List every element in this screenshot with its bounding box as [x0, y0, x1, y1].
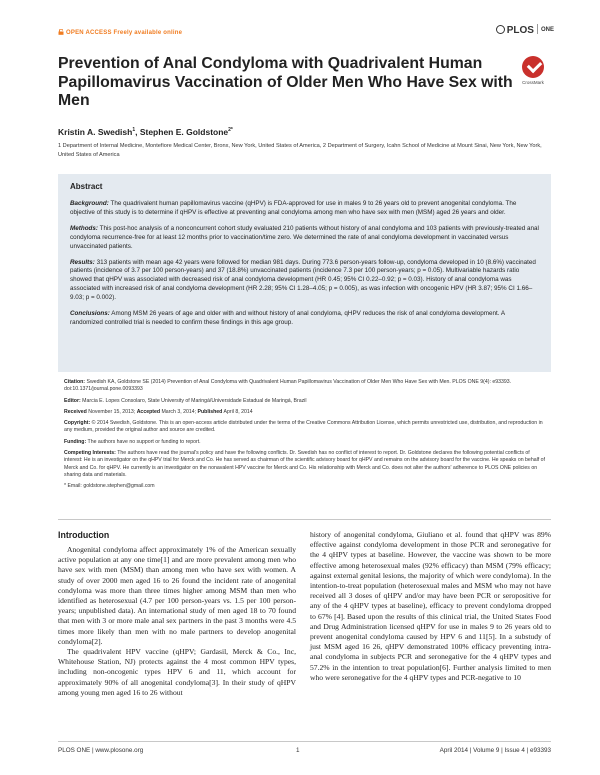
open-access-lock-icon: [58, 29, 64, 35]
editor-label: Editor:: [64, 397, 81, 404]
abstract-section-label: Methods:: [70, 224, 98, 232]
author-name: Stephen E. Goldstone: [139, 127, 229, 137]
plos-logo-icon: [496, 25, 505, 34]
open-access-text: OPEN ACCESS Freely available online: [66, 30, 183, 36]
accepted-date: March 3, 2014;: [160, 408, 198, 415]
received-date: November 15, 2013;: [86, 408, 137, 415]
abstract-section-label: Results:: [70, 258, 95, 266]
footer-divider: [58, 741, 551, 742]
crossmark-label: CrossMark: [522, 80, 544, 85]
competing-interests: [64, 450, 549, 479]
corresponding-email[interactable]: * Email: goldstone.stephen@gmail.com: [64, 483, 155, 490]
affiliations: 1 Department of Internal Medicine, Montefiore Medical Center, Bronx, New York, United States of America, 2 Department of Surgery, Icahn School of Medicine at Mount Sinai, New York, New York, United States of America: [58, 143, 542, 158]
page-number: 1: [296, 747, 300, 754]
abstract-section-text: Among MSM 26 years of age and older with and without history of anal condyloma, qHPV reduces the risk of anal condyloma development. A randomized controlled trial is needed to confirm these findings in this age group.: [70, 310, 505, 326]
footer-journal-site[interactable]: PLOS ONE | www.plosone.org: [58, 747, 144, 754]
crossmark-icon: [522, 56, 544, 78]
footer-issue: April 2014 | Volume 9 | Issue 4 | e93393: [439, 747, 551, 754]
editor: [64, 398, 549, 405]
funding-label: Funding:: [64, 438, 87, 445]
author-affiliation-mark: 2*: [228, 127, 233, 134]
abstract-section-text: 313 patients with mean age 42 years were followed for median 981 days. During 773.6 person-years follow-up, condyloma developed in 10 (8.6%) vaccinated patients (incidence of 3.7 per 100 person-years) and 37 (18.8%) unvaccinated patients (incidence 7.3 per 100 person-years; p = 0.05). Multivariable hazards ratio showed that qHPV was associated with decreased risk of anal condyloma development (HR 0.45; 95% CI 0.22–0.92; p = 0.03). History of anal condyloma was associated with increased risk of anal condyloma development (HR 2.28; 95% CI 1.28–4.05; p = 0.005), as was infection with oncogenic HPV (HR 3.87; 95% CI 1.66–9.03; p = 0.002).: [70, 258, 536, 302]
accepted-label: Accepted: [136, 408, 161, 415]
citation-text: Swedish KA, Goldstone SE (2014) Prevention of Anal Condyloma with Quadrivalent Human Papillomavirus Vaccination of Older Men Who Have Sex with Men. PLOS ONE 9(4): e93393. doi:10.1371/journal.pone.0093393: [64, 379, 512, 393]
published-date: April 8, 2014: [222, 408, 253, 415]
abstract-heading: Abstract: [70, 182, 103, 191]
citation-label: Citation:: [64, 379, 86, 385]
body-column-right: [310, 530, 551, 683]
copyright: [64, 420, 549, 435]
editor-text: Marcia E. Lopes Consolaro, State University of Maringá/Universidade Estadual de Maringá, Brazil: [80, 397, 307, 404]
author-list: [58, 127, 233, 137]
section-divider: [58, 519, 551, 520]
dates: [64, 409, 549, 416]
copyright-label: Copyright:: [64, 420, 91, 427]
copyright-text: © 2014 Swedish, Goldstone. This is an open-access article distributed under the terms of the Creative Commons Attribution License, which permits unrestricted use, distribution, and reproduction in any medium, provided the original author and source are credited.: [64, 420, 543, 434]
journal-logo: [496, 24, 554, 36]
author-name: Kristin A. Swedish: [58, 127, 133, 137]
competing-text: The authors have read the journal's policy and have the following conflicts. Dr. Swedish has no conflict of interest to report. Dr. Goldstone declares the following potential conflicts of interest: He is an investigator on the qHPV trial for Merck and Co. He has served as chairman of the scientific advisory board for qHPV and remains on the advisory board for the vaccine. He speaks on behalf of Merck and Co. for qHPV. He currently is an investigator on the nonavalent HPV vaccine for Merck and Co. His relationship with Merck and Co. does not alter the authors' adherence to PLOS ONE policies on sharing data and materials.: [64, 450, 545, 478]
abstract-section-text: This post-hoc analysis of a nonconcurrent cohort study evaluated 210 patients without history of anal condyloma and 103 patients with previously-treated anal condyloma recurrence-free for at least 12 months prior to vaccination/time zero. We determined the rate of anal condyloma development in vaccinated versus unvaccinated patients.: [70, 224, 539, 250]
logo-divider: [537, 24, 538, 34]
abstract-conclusions: [70, 310, 539, 328]
received-label: Received: [64, 408, 87, 415]
published-label: Published: [197, 408, 223, 415]
body-paragraph: history of anogenital condyloma, Giuliano et al. found that qHPV was 89% effective against condyloma development in those PCR and seronegative for the 4 qHPV types at baseline. However, the vaccine was shown to be more effective among heterosexual males (92% efficacy) than MSM (79% efficacy; against external genital lesions, the majority of which were condyloma). In the intention-to-treat population (heterosexual males and MSM who may not have received all 3 doses of qHPV and/or may have been PCR or seropositive for any of the 4 qHPV types at baseline), efficacy to prevent condyloma dropped to 67% [4]. Based upon the results of this clinical trial, the United States Food and Drug Administration licensed qHPV for use in males 9 to 26 years old to prevent anogenital condyloma caused by HPV 6 and 11[5]. In a substudy of just MSM aged 16 26, qHPV demonstrated 100% efficacy preventing intra-anal condyloma in subjects PCR and seronegative for the 4 qHPV types and 57.2% in the intention to treat population[6]. Further analysis limited to men who were seronegative for the 4 qHPV types and PCR-negative to 10: [310, 530, 551, 682]
body-column-left: [58, 545, 296, 698]
body-paragraph: The quadrivalent HPV vaccine (qHPV; Gardasil, Merck & Co., Inc, Whitehouse Station, NJ) protects against the 4 most common HPV types, including non-oncogenic types HPV 6 and 11, which account for approximately 90% of all anogenital condyloma[3]. In their study of qHPV among young men aged 16 to 26 without: [58, 647, 296, 697]
abstract-box: [58, 174, 551, 372]
body-paragraph: Anogenital condyloma affect approximately 1% of the American sexually active population at any one time[1] and are more prevalent among men who have sex with men (MSM) than among men who have sex with women. A study of over 2000 men aged 16 to 26 found the incident rate of anogenital condyloma was more than three times higher among MSM than men who identified as heterosexual (4.7 per 100 person-years vs. 1.5 per 100 person-years; unpublished data). An international study of men aged 18 to 70 found that men with 3 or more male anal sex partners in the past 3 months were 4.5 times more likely than men with no male partners to develop anogenital condyloma[2].: [58, 545, 296, 646]
funding-text: The authors have no support or funding to report.: [86, 438, 201, 445]
journal-logo-text: PLOS: [506, 25, 534, 36]
journal-logo-suffix: ONE: [540, 27, 554, 33]
abstract-section-label: Conclusions:: [70, 310, 110, 318]
article-title: Prevention of Anal Condyloma with Quadrivalent Human Papillomavirus Vaccination of Older Men Who Have Sex with Men: [58, 55, 513, 109]
abstract-background: [70, 200, 539, 218]
abstract-methods: [70, 225, 539, 252]
open-access-banner: [58, 29, 182, 36]
article-metadata: [64, 379, 549, 495]
competing-label: Competing Interests:: [64, 450, 116, 457]
crossmark-badge[interactable]: [516, 56, 550, 85]
abstract-results: [70, 259, 539, 304]
abstract-section-label: Background:: [70, 200, 109, 207]
citation: [64, 379, 549, 394]
introduction-heading: Introduction: [58, 530, 110, 540]
author-separator: ,: [135, 127, 140, 137]
author-affiliation-mark: 1: [132, 127, 136, 134]
abstract-section-text: The quadrivalent human papillomavirus vaccine (qHPV) is FDA-approved for use in males 9 to 26 years old to prevent anogenital condyloma. The objective of this study is to determine if qHPV is effective at preventing anal condyloma among men who have sex with men (MSM) aged 26 years and older.: [70, 200, 517, 216]
funding: [64, 439, 549, 446]
